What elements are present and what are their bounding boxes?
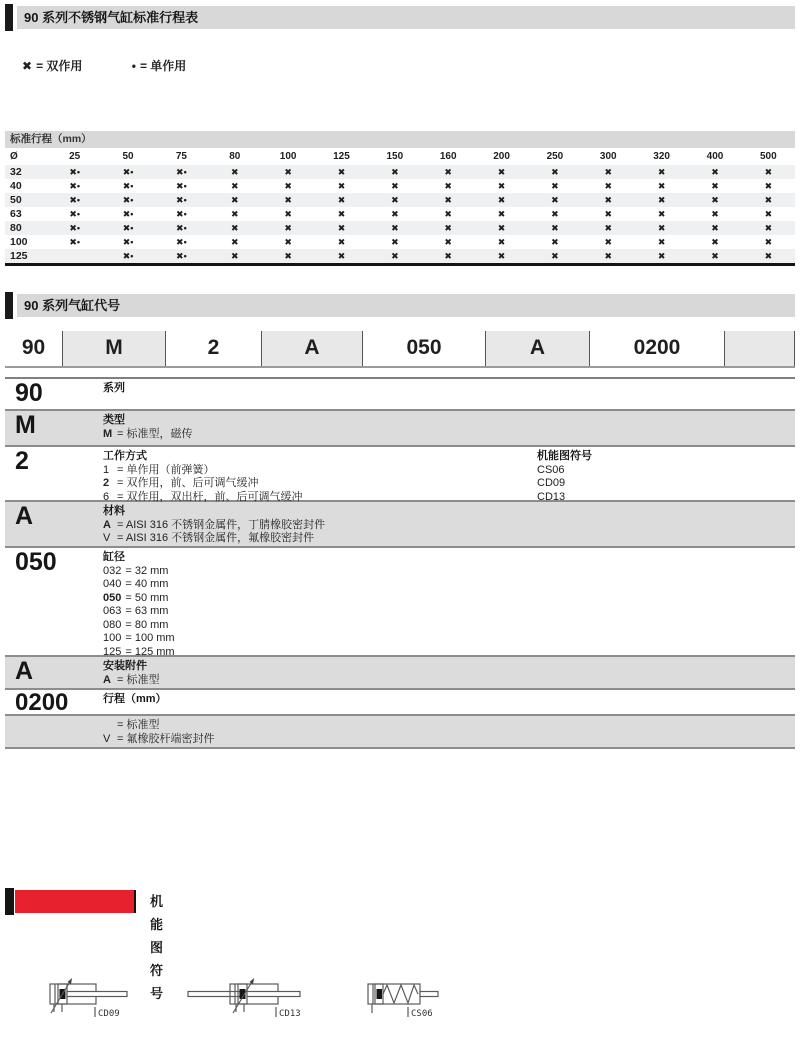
function-symbol-code: CD13 <box>537 490 566 503</box>
stroke-availability-mark: ✖ <box>444 208 452 219</box>
code-row-body <box>103 657 795 688</box>
code-row-material <box>5 502 795 548</box>
legend <box>22 57 232 74</box>
code-row-label: 缸径 <box>103 551 125 563</box>
option-key: 1 <box>103 463 110 476</box>
code-row-label: 安装附件 <box>103 660 147 672</box>
stroke-column-header: 500 <box>760 151 777 162</box>
diameter-column-header: Ø <box>10 151 18 162</box>
option-key: 100 <box>103 632 122 644</box>
stroke-availability-mark: ✖ <box>230 208 239 219</box>
stroke-availability-mark: ✖ <box>764 236 773 247</box>
stroke-table-row <box>5 235 795 249</box>
stroke-availability-mark: ✖ <box>657 236 666 247</box>
stroke-availability-mark: ✖ <box>497 222 506 233</box>
legend-double-acting-label: = 双作用 <box>36 59 83 73</box>
legend-double-acting <box>22 59 82 73</box>
stroke-availability-mark: ✖• <box>122 250 134 261</box>
stroke-table-caption: 标准行程（mm） <box>5 131 795 148</box>
code-segment-stroke: 0200 <box>589 331 724 366</box>
stroke-column-header: 250 <box>546 151 564 162</box>
stroke-availability-mark: ✖ <box>337 222 346 233</box>
code-row-label: 系列 <box>103 382 125 394</box>
stroke-availability-mark: ✖ <box>497 236 506 247</box>
stroke-availability-mark: ✖• <box>122 236 134 247</box>
code-row-body <box>103 716 795 747</box>
code-segment-series: 90 <box>21 336 46 359</box>
stroke-availability-mark: ✖ <box>391 208 399 219</box>
stroke-availability-mark: ✖ <box>764 194 773 205</box>
stroke-availability-mark: ✖ <box>764 250 773 261</box>
code-option <box>103 719 795 733</box>
stroke-availability-mark: ✖ <box>657 250 666 261</box>
code-row-body <box>103 447 795 503</box>
option-text: = 单作用（前弹簧） <box>117 463 215 476</box>
stroke-table-row <box>5 207 795 221</box>
stroke-column-header: 160 <box>439 151 457 162</box>
code-segment-bore: 050 <box>362 331 485 366</box>
option-key: A <box>103 518 111 531</box>
stroke-availability-mark: ✖• <box>69 180 81 191</box>
option-text: = 标准型 <box>117 719 160 731</box>
section-header-background <box>17 294 795 317</box>
function-symbol-refs-label: 机能图符号 <box>537 450 592 462</box>
stroke-availability-mark: ✖• <box>176 180 187 191</box>
stroke-table-row <box>5 193 795 207</box>
function-symbol-diagrams <box>0 977 800 1027</box>
stroke-availability-mark: ✖ <box>337 250 346 261</box>
red-highlight-bar <box>15 890 136 913</box>
code-option <box>103 632 795 646</box>
option-text: = AISI 316 不锈钢金属件，氟橡胶密封件 <box>117 532 315 544</box>
code-value: 0200 <box>15 689 69 716</box>
stroke-availability-mark: ✖ <box>604 236 613 247</box>
code-row-body <box>103 379 795 409</box>
code-option <box>103 565 795 579</box>
stroke-availability-mark: ✖ <box>444 194 452 205</box>
option-key: 2 <box>103 477 110 489</box>
stroke-availability-mark: ✖ <box>391 236 399 247</box>
option-key: V <box>103 732 111 745</box>
option-text: = 63 mm <box>125 605 169 617</box>
stroke-availability-mark: ✖• <box>122 222 134 233</box>
cross-mark-icon: ✖ <box>22 59 33 73</box>
stroke-availability-mark: ✖ <box>711 236 719 247</box>
order-code-legend <box>5 377 795 749</box>
stroke-availability-mark: ✖ <box>551 180 559 191</box>
stroke-availability-mark: ✖• <box>176 236 187 247</box>
code-row-label: 工作方式 <box>103 450 147 462</box>
stroke-availability-mark: ✖ <box>444 236 452 247</box>
stroke-availability-mark: ✖ <box>764 222 773 233</box>
code-value <box>5 716 103 747</box>
code-row-operation <box>5 447 795 502</box>
stroke-availability-mark: ✖ <box>230 194 239 205</box>
stroke-availability-mark: ✖• <box>176 166 187 177</box>
bore-label: 100 <box>10 236 28 248</box>
option-key: 063 <box>103 605 122 617</box>
stroke-column-header: 150 <box>386 151 404 162</box>
stroke-availability-mark: ✖ <box>284 166 292 177</box>
code-row-body <box>103 411 795 445</box>
stroke-availability-mark: ✖ <box>444 166 452 177</box>
stroke-availability-mark: ✖ <box>657 208 666 219</box>
stroke-table-row <box>5 179 795 193</box>
legend-single-acting <box>132 59 187 73</box>
stroke-column-header: 50 <box>122 151 134 162</box>
stroke-availability-mark: ✖ <box>337 180 346 191</box>
option-key: 040 <box>103 578 122 590</box>
stroke-availability-mark: ✖ <box>764 166 773 177</box>
stroke-availability-mark: ✖ <box>711 194 719 205</box>
stroke-table-body <box>5 165 795 263</box>
option-text: = 32 mm <box>125 564 169 577</box>
stroke-availability-mark: ✖ <box>551 222 559 233</box>
option-text: = 100 mm <box>125 632 175 644</box>
code-option <box>103 619 795 633</box>
section-title: 90 系列不锈钢气缸标准行程表 <box>24 10 199 25</box>
legend-single-acting-label: = 单作用 <box>139 59 187 73</box>
stroke-column-header: 200 <box>493 151 510 162</box>
option-key: 125 <box>103 645 122 658</box>
option-text: = 40 mm <box>125 578 169 590</box>
option-text: = 氟橡胶杆端密封件 <box>117 732 215 745</box>
stroke-availability-mark: ✖ <box>497 194 506 205</box>
stroke-column-header: 320 <box>653 151 670 162</box>
stroke-availability-mark: ✖ <box>711 166 719 177</box>
function-symbol-code: CD09 <box>537 477 566 489</box>
option-text: = 双作用，前、后可调气缓冲 <box>117 477 259 489</box>
stroke-availability-mark: ✖ <box>284 222 292 233</box>
stroke-table-row <box>5 249 795 263</box>
option-text: = 125 mm <box>125 645 175 658</box>
stroke-availability-mark: ✖ <box>230 180 239 191</box>
stroke-availability-mark: ✖• <box>176 208 187 219</box>
diagram-label: CD09 <box>98 1009 120 1019</box>
stroke-availability-mark: ✖ <box>711 250 719 261</box>
stroke-availability-mark: ✖ <box>497 180 506 191</box>
code-option <box>103 477 795 491</box>
function-symbol-code: CS06 <box>537 463 565 476</box>
stroke-column-header: 125 <box>333 151 350 162</box>
stroke-column-header: 25 <box>69 151 81 162</box>
stroke-availability-mark: ✖ <box>657 180 666 191</box>
stroke-availability-mark: ✖ <box>604 222 613 233</box>
cd13-cylinder-diagram <box>186 977 304 1021</box>
stroke-availability-mark: ✖ <box>551 208 559 219</box>
stroke-availability-mark: ✖• <box>176 250 187 261</box>
code-option <box>103 464 795 478</box>
stroke-availability-mark: ✖ <box>711 180 719 191</box>
stroke-availability-mark: ✖ <box>551 236 559 247</box>
option-key: 050 <box>103 591 122 604</box>
section-title: 90 系列气缸代号 <box>24 298 121 313</box>
code-row-type <box>5 411 795 447</box>
code-row-label: 类型 <box>103 414 125 426</box>
diagram-label: CS06 <box>411 1009 433 1019</box>
stroke-availability-mark: ✖• <box>122 194 134 205</box>
cs06-cylinder-diagram <box>366 977 444 1021</box>
stroke-availability-mark: ✖• <box>69 208 81 219</box>
stroke-availability-mark: ✖ <box>391 222 399 233</box>
stroke-availability-mark: ✖ <box>230 166 239 177</box>
section-header-order-code <box>5 292 795 319</box>
stroke-column-header: 80 <box>229 151 241 162</box>
code-option <box>103 733 795 747</box>
stroke-availability-mark: ✖ <box>391 250 399 261</box>
bore-label: 63 <box>10 208 22 220</box>
stroke-availability-mark: ✖ <box>284 250 292 261</box>
section-header-stroke-table <box>5 4 795 31</box>
code-option <box>103 578 795 592</box>
option-key: V <box>103 532 111 544</box>
diagram-label: CD13 <box>279 1009 301 1019</box>
code-segment-operation: 2 <box>165 331 261 366</box>
stroke-availability-mark: ✖• <box>176 194 187 205</box>
code-row-label: 材料 <box>103 505 125 517</box>
stroke-availability-mark: ✖ <box>337 236 346 247</box>
section-marker-bar <box>5 888 14 915</box>
stroke-availability-mark: ✖ <box>284 208 292 219</box>
section-marker-bar <box>5 4 13 31</box>
stroke-availability-mark: ✖ <box>711 222 719 233</box>
stroke-availability-mark: ✖• <box>122 166 134 177</box>
code-value: A <box>15 657 34 685</box>
bore-label: 50 <box>10 194 22 206</box>
code-row-body <box>103 548 795 658</box>
code-option <box>103 674 795 688</box>
bore-label: 80 <box>10 222 22 234</box>
bore-label: 40 <box>10 180 22 192</box>
code-option <box>103 519 795 533</box>
stroke-availability-mark: ✖ <box>764 180 773 191</box>
stroke-availability-mark: ✖ <box>391 180 399 191</box>
stroke-availability-mark: ✖• <box>69 194 81 205</box>
code-value: 050 <box>15 548 57 576</box>
option-key: M <box>103 427 113 440</box>
code-row-variant <box>5 716 795 749</box>
code-value: M <box>15 411 36 439</box>
stroke-availability-mark: ✖ <box>604 194 613 205</box>
code-option <box>103 605 795 619</box>
stroke-availability-mark: ✖ <box>604 166 613 177</box>
stroke-table-row <box>5 221 795 235</box>
stroke-availability-mark: ✖ <box>764 208 773 219</box>
cd09-cylinder-diagram <box>48 977 136 1021</box>
stroke-availability-mark: ✖ <box>497 166 506 177</box>
stroke-availability-mark: ✖ <box>497 208 506 219</box>
stroke-availability-mark: ✖• <box>69 236 81 247</box>
code-option <box>103 592 795 606</box>
code-row-label: 行程（mm） <box>103 693 167 705</box>
stroke-availability-mark: ✖• <box>69 222 81 233</box>
code-value: 90 <box>15 379 43 407</box>
stroke-availability-mark: ✖ <box>551 166 559 177</box>
stroke-availability-mark: ✖ <box>604 250 613 261</box>
stroke-availability-mark: ✖ <box>284 180 292 191</box>
option-text: = 50 mm <box>125 591 169 604</box>
bore-label: 32 <box>10 166 22 178</box>
code-segment-variant <box>724 331 795 366</box>
stroke-availability-mark: ✖ <box>551 194 559 205</box>
stroke-availability-mark: ✖ <box>391 166 399 177</box>
stroke-availability-mark: ✖ <box>444 250 452 261</box>
stroke-table-row <box>5 165 795 179</box>
code-option <box>103 428 795 442</box>
stroke-availability-mark: ✖ <box>444 180 452 191</box>
stroke-column-header: 400 <box>706 151 724 162</box>
code-segment-type: M <box>62 331 165 366</box>
stroke-availability-mark: ✖ <box>604 208 613 219</box>
code-value: A <box>15 502 34 530</box>
stroke-availability-mark: ✖ <box>230 250 239 261</box>
function-symbol-refs <box>537 450 592 504</box>
code-row-bore <box>5 548 795 657</box>
standard-stroke-table <box>5 131 795 266</box>
stroke-availability-mark: ✖ <box>551 250 559 261</box>
stroke-availability-mark: ✖ <box>444 222 452 233</box>
stroke-availability-mark: ✖ <box>337 166 346 177</box>
option-key: 032 <box>103 564 122 577</box>
stroke-availability-mark: ✖ <box>230 236 239 247</box>
stroke-column-header: 75 <box>175 151 187 162</box>
stroke-availability-mark: ✖• <box>176 222 187 233</box>
code-option <box>103 532 795 546</box>
code-value: 2 <box>15 447 29 475</box>
code-row-mounting <box>5 657 795 690</box>
option-key: 080 <box>103 618 122 631</box>
option-text: = 80 mm <box>125 618 169 631</box>
stroke-availability-mark: ✖ <box>337 194 346 205</box>
code-row-stroke <box>5 690 795 716</box>
stroke-availability-mark: ✖ <box>497 250 506 261</box>
stroke-table-header-row <box>5 148 795 165</box>
code-row-body <box>103 690 795 714</box>
stroke-availability-mark: ✖ <box>657 222 666 233</box>
stroke-availability-mark: ✖ <box>230 222 239 233</box>
section-marker-bar <box>5 292 13 319</box>
stroke-availability-mark: ✖ <box>604 180 613 191</box>
stroke-availability-mark: ✖ <box>284 236 292 247</box>
bore-label: 125 <box>10 250 28 262</box>
stroke-availability-mark: ✖• <box>69 166 81 177</box>
code-row-series <box>5 379 795 411</box>
stroke-availability-mark: ✖ <box>657 166 666 177</box>
function-symbols-title: 机能图符号 <box>150 894 164 1001</box>
option-text: = 标准型 <box>117 673 160 686</box>
option-text: = AISI 316 不锈钢金属件，丁腈橡胶密封件 <box>117 518 326 531</box>
code-segment-material: A <box>261 331 362 366</box>
stroke-column-header: 100 <box>279 151 297 162</box>
bullet-mark-icon: • <box>131 59 136 73</box>
code-segment-mounting: A <box>485 331 589 366</box>
option-text: = 双作用，双出杆，前、后可调气缓冲 <box>117 490 303 503</box>
option-key: 6 <box>103 490 110 503</box>
stroke-availability-mark: ✖ <box>284 194 292 205</box>
stroke-availability-mark: ✖ <box>391 194 399 205</box>
order-code-bar <box>5 331 795 368</box>
stroke-availability-mark: ✖• <box>122 180 134 191</box>
stroke-availability-mark: ✖• <box>122 208 134 219</box>
option-text: = 标准型，磁传 <box>117 427 193 440</box>
stroke-column-header: 300 <box>599 151 617 162</box>
stroke-availability-mark: ✖ <box>337 208 346 219</box>
option-key: A <box>103 673 111 686</box>
code-row-body <box>103 502 795 546</box>
stroke-availability-mark: ✖ <box>657 194 666 205</box>
stroke-availability-mark: ✖ <box>711 208 719 219</box>
